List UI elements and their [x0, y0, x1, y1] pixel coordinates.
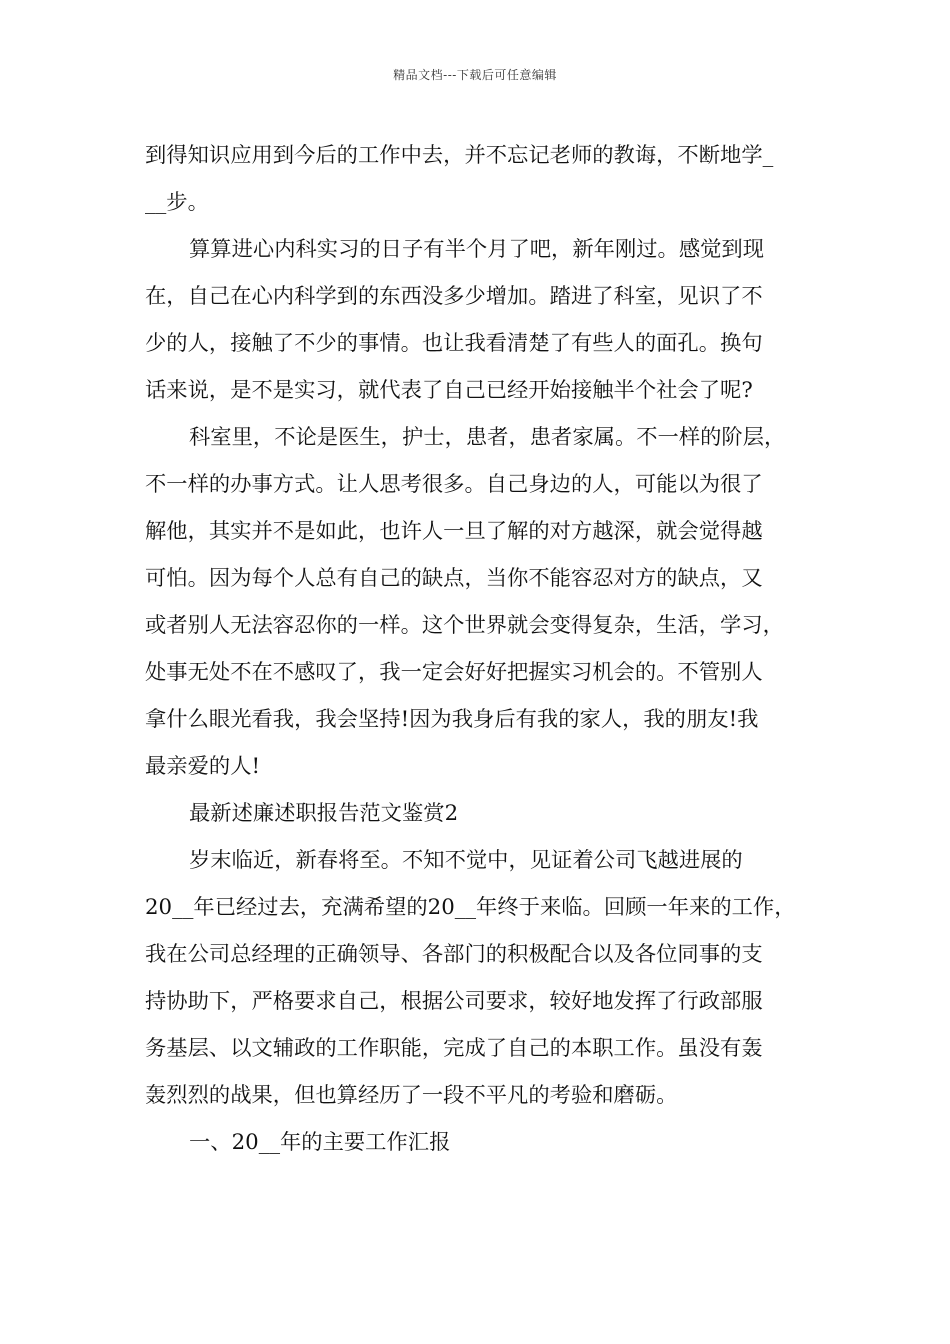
text-line: 处事无处不在不感叹了，我一定会好好把握实习机会的。不管别人: [145, 660, 763, 685]
text-line: __步。: [145, 190, 209, 215]
text-line: 20__年已经过去，充满希望的20__年终于来临。回顾一年来的工作，: [145, 895, 796, 920]
text-line: 我在公司总经理的正确领导、各部门的积极配合以及各位同事的支: [145, 942, 763, 967]
text-line: 或者别人无法容忍你的一样。这个世界就会变得复杂，生活，学习，: [145, 613, 784, 638]
text-line: 岁末临近，新春将至。不知不觉中，见证着公司飞越进展的: [189, 848, 743, 873]
text-line: 解他，其实并不是如此，也许人一旦了解的对方越深，就会觉得越: [145, 519, 763, 544]
text-line: 可怕。因为每个人总有自己的缺点，当你不能容忍对方的缺点，又: [145, 566, 763, 591]
text-line: 务基层、以文辅政的工作职能，完成了自己的本职工作。虽没有轰: [145, 1036, 763, 1061]
page-header: 精品文档---下载后可任意编辑: [393, 68, 557, 82]
text-line: 话来说，是不是实习，就代表了自己已经开始接触半个社会了呢?: [145, 378, 753, 403]
paragraph-3: [145, 414, 825, 790]
text-line: 拿什么眼光看我，我会坚持!因为我身后有我的家人，我的朋友!我: [145, 707, 759, 732]
text-line: 最新述廉述职报告范文鉴赏2: [189, 801, 459, 826]
text-line: 不一样的办事方式。让人思考很多。自己身边的人，可能以为很了: [145, 472, 763, 497]
text-line: 一、20__年的主要工作汇报: [189, 1130, 451, 1155]
text-line: 算算进心内科实习的日子有半个月了吧，新年刚过。感觉到现: [189, 237, 765, 262]
paragraph-2: [145, 226, 825, 414]
section-title: [145, 790, 825, 837]
text-line: 持协助下，严格要求自己，根据公司要求，较好地发挥了行政部服: [145, 989, 763, 1014]
text-line: 在，自己在心内科学到的东西没多少增加。踏进了科室，见识了不: [145, 284, 763, 309]
document-body: [145, 132, 825, 1166]
text-line: 科室里，不论是医生，护士，患者，患者家属。不一样的阶层，: [189, 425, 786, 450]
text-line: 到得知识应用到今后的工作中去，并不忘记老师的教诲，不断地学_: [145, 143, 774, 168]
text-line: 少的人，接触了不少的事情。也让我看清楚了有些人的面孔。换句: [145, 331, 763, 356]
subheading: [145, 1119, 825, 1166]
text-line: 轰烈烈的战果，但也算经历了一段不平凡的考验和磨砺。: [145, 1083, 678, 1108]
text-line: 最亲爱的人!: [145, 754, 261, 779]
paragraph-1: [145, 132, 825, 226]
paragraph-5: [145, 837, 825, 1119]
